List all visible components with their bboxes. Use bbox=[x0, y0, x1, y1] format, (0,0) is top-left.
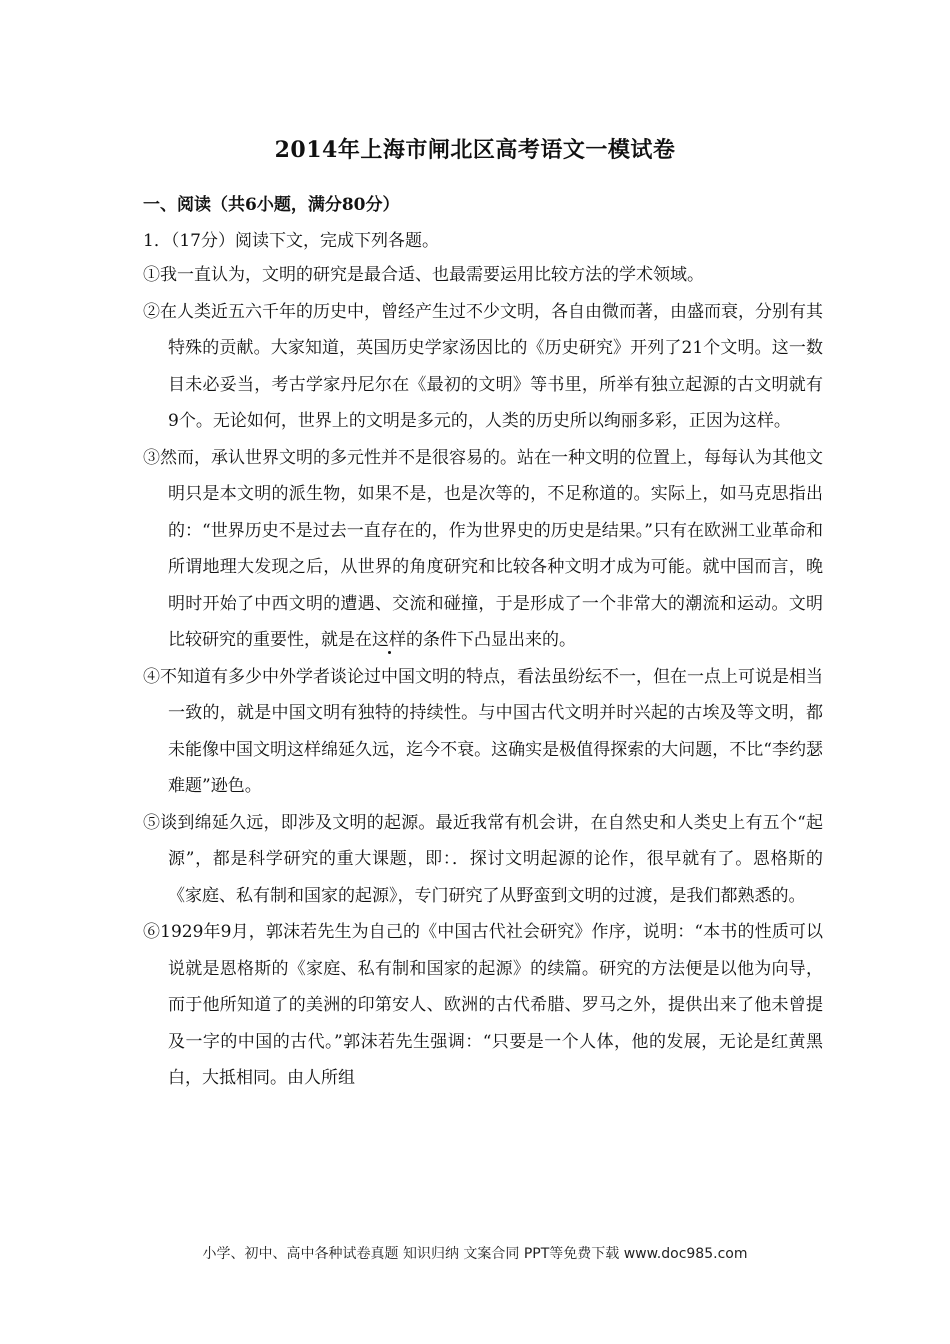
exam-title: 2014年上海市闸北区高考语文一模试卷 bbox=[274, 137, 676, 163]
paragraph-2: ②在人类近五六千年的历史中，曾经产生过不少文明，各自由微而著，由盛而衰，分别有其特殊的贡献。大家知道，英国历史学家汤因比的《历史研究》开列了21个文明。这一数目未必妥当，考古学家丹尼尔在《最初的文明》等书里，所举有独立起源的古文明就有9个。无论如何，世界上的文明是多元的，人类的历史所以绚丽多彩，正因为这样。 bbox=[143, 301, 823, 431]
paragraph-3 bbox=[143, 440, 823, 659]
paragraph-3-text-a: ③然而，承认世界文明的多元性并不是很容易的。站在一种文明的位置上，每每认为其他文明只是本文明的派生物，如果不是，也是次等的，不足称道的。实际上，如马克思指出的：“世界历史不是过去一直存在的，作为世界史的历史是结果。”只有在欧洲工业革命和所谓地理大发现之后，从世界的角度研究和比较各种文明才成为可能。就中国而言，晚明时开始了中西文明的遭遇、交流和碰撞，于是形成了一个非常大的潮流和运动。文明比较研究的重要性，就是在 bbox=[143, 447, 823, 650]
footer-note: 小学、初中、高中各种试卷真题 知识归纳 文案合同 PPT等免费下载 www.doc985.com bbox=[202, 1246, 748, 1262]
paragraph-5: ⑤谈到绵延久远，即涉及文明的起源。最近我常有机会讲，在自然史和人类史上有五个“起源”，都是科学研究的重大课题，即：．探讨文明起源的论作，很早就有了。恩格斯的《家庭、私有制和国家的起源》，专门研究了从野蛮到文明的过渡，是我们都熟悉的。 bbox=[143, 812, 823, 906]
section-heading: 一、阅读（共6小题，满分80分） bbox=[143, 195, 400, 215]
paragraph-6: ⑥1929年9月，郭沫若先生为自己的《中国古代社会研究》作序，说明：“本书的性质可以说就是恩格斯的《家庭、私有制和国家的起源》的续篇。研究的方法便是以他为向导，而于他所知道了的美洲的印第安人、欧洲的古代希腊、罗马之外，提供出来了他未曾提及一字的中国的古代。”郭沫若先生强调：“只要是一个人体，他的发展，无论是红黄黑白，大抵相同。由人所组 bbox=[143, 922, 823, 1088]
paragraph-4: ④不知道有多少中外学者谈论过中国文明的特点，看法虽纷纭不一，但在一点上可说是相当一致的，就是中国文明有独特的持续性。与中国古代文明并时兴起的古埃及等文明，都未能像中国文明这样绵延久远，迄今不衰。这确实是极值得探索的大问题，不比“李约瑟难题”逊色。 bbox=[143, 666, 823, 796]
question-intro: 1．（17分）阅读下文，完成下列各题。 bbox=[143, 231, 439, 251]
paragraph-1: ①我一直认为，文明的研究是最合适、也最需要运用比较方法的学术领域。 bbox=[143, 265, 704, 285]
paragraph-3-text-b: 的条件下凸显出来的。 bbox=[406, 630, 576, 650]
reading-passage bbox=[143, 257, 823, 1097]
emphasized-phrase: 这样 bbox=[372, 630, 406, 650]
